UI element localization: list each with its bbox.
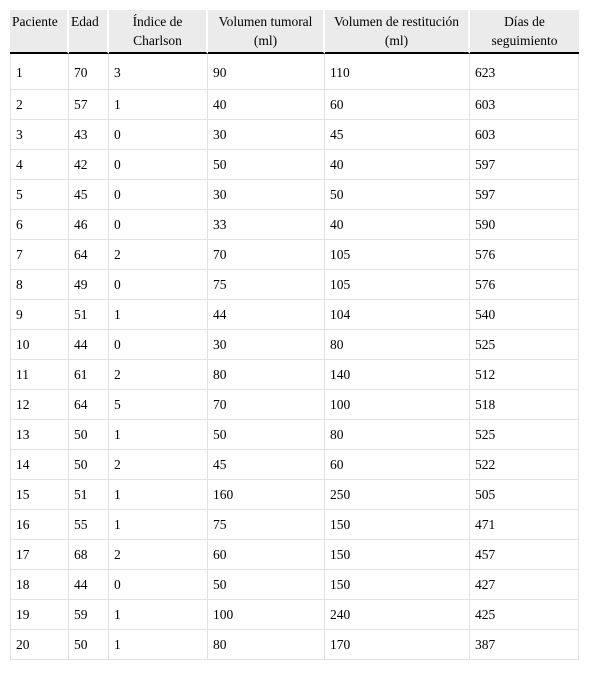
cell-indice-charlson: 1 [109,300,208,330]
cell-dias-seguimiento: 603 [470,90,579,120]
table-row [10,210,579,240]
cell-edad: 51 [69,480,109,510]
cell-paciente: 11 [10,360,69,390]
cell-indice-charlson: 0 [109,570,208,600]
cell-volumen-restitucion: 150 [325,540,470,570]
cell-paciente: 19 [10,600,69,630]
cell-paciente: 7 [10,240,69,270]
cell-indice-charlson: 2 [109,240,208,270]
cell-volumen-tumoral: 70 [208,390,325,420]
cell-volumen-tumoral: 50 [208,150,325,180]
cell-paciente: 2 [10,90,69,120]
cell-indice-charlson: 2 [109,360,208,390]
cell-dias-seguimiento: 540 [470,300,579,330]
cell-volumen-restitucion: 45 [325,120,470,150]
patients-table [10,10,579,660]
cell-edad: 43 [69,120,109,150]
cell-dias-seguimiento: 425 [470,600,579,630]
cell-volumen-tumoral: 75 [208,270,325,300]
cell-edad: 44 [69,570,109,600]
cell-volumen-tumoral: 45 [208,450,325,480]
cell-edad: 51 [69,300,109,330]
cell-indice-charlson: 0 [109,150,208,180]
table-row [10,600,579,630]
table-row [10,510,579,540]
table-row [10,150,579,180]
header-paciente: Paciente [10,10,69,54]
cell-volumen-tumoral: 100 [208,600,325,630]
cell-dias-seguimiento: 590 [470,210,579,240]
cell-paciente: 16 [10,510,69,540]
cell-volumen-tumoral: 30 [208,180,325,210]
cell-volumen-tumoral: 40 [208,90,325,120]
cell-volumen-tumoral: 50 [208,570,325,600]
cell-paciente: 1 [10,54,69,90]
table-row [10,630,579,660]
cell-indice-charlson: 0 [109,270,208,300]
cell-dias-seguimiento: 387 [470,630,579,660]
cell-paciente: 6 [10,210,69,240]
cell-edad: 64 [69,390,109,420]
table-row [10,390,579,420]
cell-paciente: 12 [10,390,69,420]
cell-paciente: 4 [10,150,69,180]
cell-indice-charlson: 1 [109,90,208,120]
cell-edad: 61 [69,360,109,390]
cell-paciente: 3 [10,120,69,150]
cell-paciente: 17 [10,540,69,570]
cell-edad: 44 [69,330,109,360]
table-row [10,480,579,510]
cell-edad: 59 [69,600,109,630]
cell-volumen-restitucion: 105 [325,240,470,270]
table-row [10,180,579,210]
table-header [10,10,579,54]
cell-edad: 42 [69,150,109,180]
cell-edad: 50 [69,630,109,660]
cell-volumen-restitucion: 80 [325,420,470,450]
table-row [10,450,579,480]
cell-paciente: 18 [10,570,69,600]
table-row [10,330,579,360]
cell-paciente: 20 [10,630,69,660]
cell-volumen-restitucion: 104 [325,300,470,330]
cell-edad: 50 [69,450,109,480]
cell-volumen-restitucion: 50 [325,180,470,210]
cell-volumen-tumoral: 90 [208,54,325,90]
cell-volumen-restitucion: 100 [325,390,470,420]
cell-dias-seguimiento: 597 [470,150,579,180]
cell-volumen-restitucion: 140 [325,360,470,390]
cell-volumen-tumoral: 33 [208,210,325,240]
cell-indice-charlson: 1 [109,420,208,450]
header-volumen-restitucion: Volumen de restitución (ml) [325,10,470,54]
cell-volumen-tumoral: 75 [208,510,325,540]
cell-indice-charlson: 0 [109,210,208,240]
cell-edad: 64 [69,240,109,270]
cell-volumen-restitucion: 240 [325,600,470,630]
cell-paciente: 13 [10,420,69,450]
table-row [10,120,579,150]
cell-volumen-tumoral: 70 [208,240,325,270]
cell-indice-charlson: 1 [109,630,208,660]
table-row [10,540,579,570]
cell-paciente: 14 [10,450,69,480]
table-row [10,360,579,390]
cell-dias-seguimiento: 427 [470,570,579,600]
cell-dias-seguimiento: 576 [470,240,579,270]
table-row [10,270,579,300]
cell-edad: 55 [69,510,109,540]
cell-volumen-restitucion: 105 [325,270,470,300]
header-indice-charlson: Índice de Charlson [109,10,208,54]
cell-indice-charlson: 1 [109,600,208,630]
cell-indice-charlson: 0 [109,120,208,150]
cell-paciente: 15 [10,480,69,510]
cell-edad: 57 [69,90,109,120]
table-row [10,300,579,330]
header-volumen-tumoral: Volumen tumoral (ml) [208,10,325,54]
cell-dias-seguimiento: 471 [470,510,579,540]
cell-dias-seguimiento: 603 [470,120,579,150]
cell-edad: 49 [69,270,109,300]
table-row [10,54,579,90]
cell-indice-charlson: 3 [109,54,208,90]
data-table-container [10,10,580,665]
cell-volumen-restitucion: 60 [325,450,470,480]
table-row [10,420,579,450]
cell-dias-seguimiento: 505 [470,480,579,510]
cell-volumen-tumoral: 44 [208,300,325,330]
cell-indice-charlson: 1 [109,510,208,540]
cell-paciente: 5 [10,180,69,210]
cell-paciente: 10 [10,330,69,360]
cell-edad: 70 [69,54,109,90]
cell-indice-charlson: 5 [109,390,208,420]
cell-indice-charlson: 0 [109,180,208,210]
cell-indice-charlson: 1 [109,480,208,510]
cell-volumen-restitucion: 60 [325,90,470,120]
cell-indice-charlson: 2 [109,540,208,570]
cell-paciente: 8 [10,270,69,300]
cell-volumen-tumoral: 30 [208,120,325,150]
cell-indice-charlson: 0 [109,330,208,360]
cell-volumen-restitucion: 40 [325,150,470,180]
cell-edad: 68 [69,540,109,570]
cell-dias-seguimiento: 525 [470,420,579,450]
cell-dias-seguimiento: 457 [470,540,579,570]
cell-volumen-tumoral: 160 [208,480,325,510]
cell-dias-seguimiento: 576 [470,270,579,300]
cell-volumen-restitucion: 80 [325,330,470,360]
cell-volumen-restitucion: 170 [325,630,470,660]
header-edad: Edad [69,10,109,54]
cell-dias-seguimiento: 512 [470,360,579,390]
cell-volumen-tumoral: 80 [208,630,325,660]
cell-edad: 46 [69,210,109,240]
cell-volumen-restitucion: 40 [325,210,470,240]
cell-volumen-tumoral: 80 [208,360,325,390]
cell-edad: 50 [69,420,109,450]
cell-volumen-restitucion: 150 [325,510,470,540]
cell-dias-seguimiento: 623 [470,54,579,90]
cell-volumen-tumoral: 50 [208,420,325,450]
cell-volumen-restitucion: 150 [325,570,470,600]
cell-volumen-tumoral: 30 [208,330,325,360]
header-dias-seguimiento: Días de seguimiento [470,10,579,54]
cell-paciente: 9 [10,300,69,330]
table-row [10,90,579,120]
header-row [10,10,579,54]
cell-edad: 45 [69,180,109,210]
cell-volumen-restitucion: 110 [325,54,470,90]
cell-dias-seguimiento: 597 [470,180,579,210]
table-row [10,570,579,600]
cell-volumen-restitucion: 250 [325,480,470,510]
cell-dias-seguimiento: 518 [470,390,579,420]
table-row [10,240,579,270]
cell-volumen-tumoral: 60 [208,540,325,570]
cell-dias-seguimiento: 522 [470,450,579,480]
table-body [10,54,579,660]
cell-dias-seguimiento: 525 [470,330,579,360]
cell-indice-charlson: 2 [109,450,208,480]
